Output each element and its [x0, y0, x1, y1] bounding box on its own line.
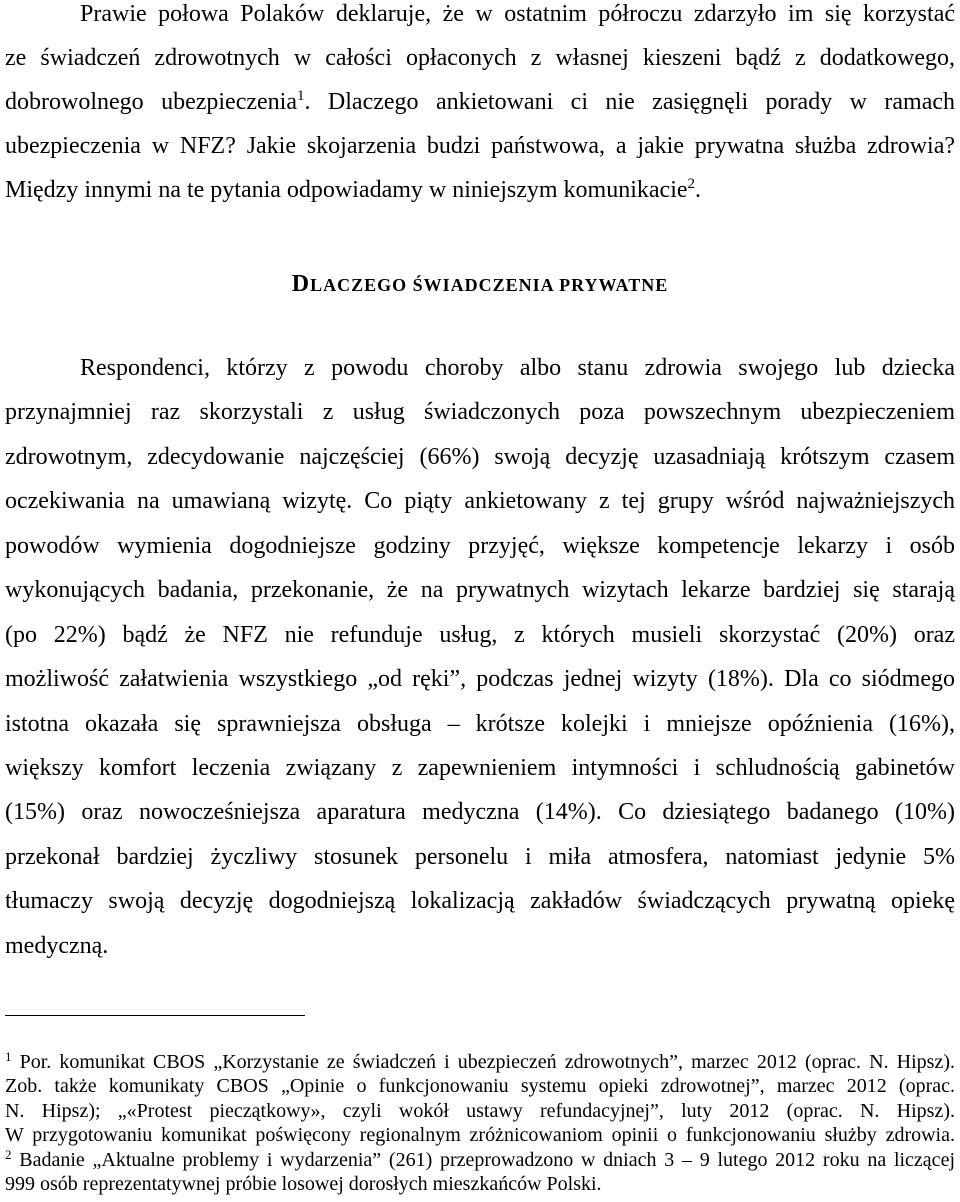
- intro-paragraph-line: Prawie połowa Polaków deklaruje, że w ostatnim półroczu zdarzyło im się korzystać: [80, 1, 955, 27]
- footnote-text: Badanie „Aktualne problemy i wydarzenia” (261) przeprowadzono w dniach 3 – 9 lutego 2012 roku na liczącej: [19, 1148, 955, 1171]
- footnote-line: [5, 1148, 955, 1172]
- footnote-reference: 1: [296, 88, 305, 104]
- footnote-marker: 2: [5, 1146, 12, 1162]
- footnote-marker: 1: [5, 1049, 12, 1064]
- footnote-text: Por. komunikat CBOS „Korzystanie ze świadczeń i ubezpieczeń zdrowotnych”, marzec 2012 (oprac. N. Hipsz).: [19, 1051, 955, 1073]
- section-paragraph-line: (po 22%) bądź że NFZ nie refunduje usług, z których musieli skorzystać (20%) oraz: [5, 621, 955, 648]
- intro-line-text: Między innymi na te pytania odpowiadamy w niniejszym komunikacie: [5, 177, 688, 203]
- footnote-line: [5, 1050, 955, 1074]
- section-paragraph-line: przynajmniej raz skorzystali z usług świadczonych poza powszechnym ubezpieczeniem: [5, 399, 955, 426]
- intro-paragraph-line: ubezpieczenia w NFZ? Jakie skojarzenia budzi państwowa, a jakie prywatna służba zdrowia?: [5, 133, 955, 159]
- section-paragraph-line: większy komfort leczenia związany z zapewnieniem intymności i schludnością gabinetów: [5, 754, 955, 781]
- section-paragraph-line: istotna okazała się sprawniejsza obsługa – krótsze kolejki i mniejsze opóźnienia (16%),: [5, 710, 955, 737]
- intro-paragraph-line: [5, 168, 955, 212]
- footnote-line: Zob. także komunikaty CBOS „Opinie o funkcjonowaniu systemu opieki zdrowotnej”, marzec 2012 (oprac.: [5, 1075, 955, 1098]
- section-paragraph-line: wykonujących badania, przekonanie, że na prywatnych wizytach lekarze bardziej się starają: [5, 577, 955, 604]
- intro-paragraph: [5, 0, 955, 212]
- footnote-line: N. Hipsz); „«Protest pieczątkowy», czyli wokół ustawy refundacyjnej”, luty 2012 (oprac. N. Hipsz).: [5, 1099, 955, 1122]
- section-paragraph-line: powodów wymienia dogodniejsze godziny przyjęć, większe kompetencje lekarzy i osób: [5, 532, 955, 559]
- section-paragraph: [5, 346, 955, 968]
- section-paragraph-line: medyczną.: [5, 932, 109, 959]
- footnote-line: 999 osób reprezentatywnej próbie losowej dorosłych mieszkańców Polski.: [5, 1172, 602, 1195]
- section-paragraph-line: zdrowotnym, zdecydowanie najczęściej (66%) swoją decyzję uzasadniają krótszym czasem: [5, 443, 955, 470]
- footnote-line: W przygotowaniu komunikat poświęcony regionalnym zróżnicowaniom opinii o funkcjonowaniu służby zdrowia.: [5, 1124, 955, 1147]
- section-paragraph-line: możliwość załatwienia wszystkiego „od ręki”, podczas jednej wizyty (18%). Dla co siódmego: [5, 666, 955, 693]
- footnotes: [5, 1050, 955, 1196]
- intro-line-text: .: [695, 177, 702, 203]
- section-paragraph-line: przekonał bardziej życzliwy stosunek personelu i miła atmosfera, natomiast jedynie 5%: [5, 843, 955, 870]
- section-paragraph-line: tłumaczy swoją decyzję dogodniejszą lokalizacją zakładów świadczących prywatną opiekę: [5, 888, 955, 915]
- section-paragraph-line: oczekiwania na umawianą wizytę. Co piąty ankietowany z tej grupy wśród najważniejszych: [5, 488, 955, 515]
- section-heading: DLACZEGO ŚWIADCZENIA PRYWATNE: [291, 271, 669, 297]
- intro-line-text: . Dlaczego ankietowani ci nie zasięgnęli porady w ramach: [304, 89, 956, 115]
- section-paragraph-line: (15%) oraz nowocześniejsza aparatura medyczna (14%). Co dziesiątego badanego (10%): [5, 799, 955, 826]
- section-paragraph-line: Respondenci, którzy z powodu choroby albo stanu zdrowia swojego lub dziecka: [80, 355, 955, 381]
- footnote-reference: 2: [687, 176, 696, 192]
- intro-paragraph-line: ze świadczeń zdrowotnych w całości opłaconych z własnej kieszeni bądź z dodatkowego,: [5, 45, 955, 71]
- intro-paragraph-line: [5, 80, 955, 124]
- footnote-separator: [5, 1015, 305, 1016]
- intro-line-text: dobrowolnego ubezpieczenia: [5, 89, 297, 115]
